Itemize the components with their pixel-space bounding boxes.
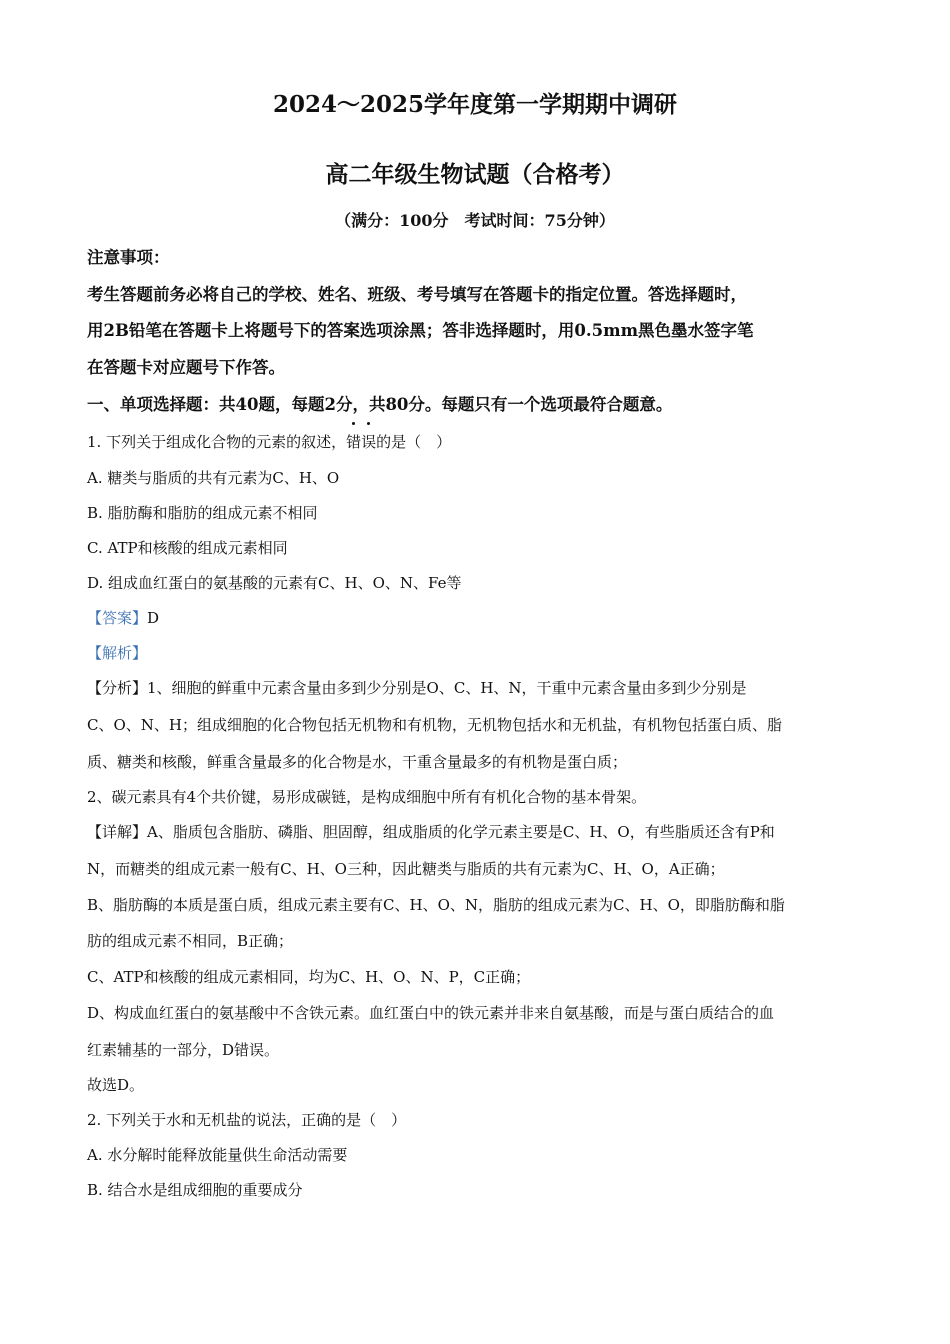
- question-1-stem-before: 1. 下列关于组成化合物的元素的叙述，: [87, 433, 347, 451]
- question-1-stem-after: 的是（ ）: [376, 433, 452, 451]
- explanation-line-11: 红素辅基的一部分，D错误。: [87, 1041, 280, 1059]
- explanation-line-10: D、构成血红蛋白的氨基酸中不含铁元素。血红蛋白中的铁元素并非来自氨基酸，而是与蛋白质结合的血: [87, 1004, 775, 1022]
- explanation-line-6: N，而糖类的组成元素一般有C、H、O三种，因此糖类与脂质的共有元素为C、H、O，A正确；: [87, 860, 725, 878]
- question-1-stem-emphasis: [346, 431, 376, 453]
- exam-subtitle: （满分：100分 考试时间：75分钟）: [335, 211, 615, 230]
- question-2-stem: 2. 下列关于水和无机盐的说法，正确的是（ ）: [87, 1111, 407, 1129]
- section-heading: 一、单项选择题：共40题，每题2分，共80分。每题只有一个选项最符合题意。: [87, 395, 673, 414]
- explanation-line-9: C、ATP和核酸的组成元素相同，均为C、H、O、N、P，C正确；: [87, 968, 531, 986]
- explanation-line-4: 2、碳元素具有4个共价键，易形成碳链，是构成细胞中所有有机化合物的基本骨架。: [87, 788, 647, 806]
- question-1-option-b: B. 脂肪酶和脂肪的组成元素不相同: [87, 504, 318, 522]
- notice-line-1: 考生答题前务必将自己的学校、姓名、班级、考号填写在答题卡的指定位置。答选择题时，: [87, 285, 747, 304]
- question-2-option-b: B. 结合水是组成细胞的重要成分: [87, 1181, 303, 1199]
- question-2-option-a: A. 水分解时能释放能量供生命活动需要: [87, 1146, 348, 1164]
- explanation-line-7: B、脂肪酶的本质是蛋白质，组成元素主要有C、H、O、N，脂肪的组成元素为C、H、O，即脂肪酶和脂: [87, 896, 785, 914]
- exam-title-line2: 高二年级生物试题（合格考）: [325, 161, 625, 188]
- question-1-stem: [87, 431, 867, 453]
- question-1-emphasis-text: 错误: [346, 433, 377, 451]
- notice-line-3: 在答题卡对应题号下作答。: [87, 358, 285, 377]
- explanation-line-3: 质、糖类和核酸，鲜重含量最多的化合物是水，干重含量最多的有机物是蛋白质；: [87, 753, 628, 771]
- emphasis-dot-left: [352, 422, 355, 425]
- notice-line-2: 用2B铅笔在答题卡上将题号下的答案选项涂黑；答非选择题时，用0.5mm黑色墨水签字笔: [87, 321, 754, 340]
- answer-label: 【答案】: [87, 609, 148, 627]
- answer-value: D: [147, 609, 160, 627]
- notice-heading: 注意事项：: [87, 248, 170, 267]
- exam-title-line1: 2024～2025学年度第一学期期中调研: [272, 91, 678, 118]
- analysis-label: 【解析】: [87, 644, 148, 662]
- emphasis-dot-right: [367, 422, 370, 425]
- explanation-line-5: 【详解】A、脂质包含脂肪、磷脂、胆固醇，组成脂质的化学元素主要是C、H、O，有些脂质还含有P和: [87, 823, 775, 841]
- explanation-line-2: C、O、N、H；组成细胞的化合物包括无机物和有机物，无机物包括水和无机盐，有机物包括蛋白质、脂: [87, 716, 782, 734]
- explanation-line-12: 故选D。: [87, 1076, 145, 1094]
- question-1-option-c: C. ATP和核酸的组成元素相同: [87, 539, 288, 557]
- question-1-option-a: A. 糖类与脂质的共有元素为C、H、O: [87, 469, 340, 487]
- question-1-option-d: D. 组成血红蛋白的氨基酸的元素有C、H、O、N、Fe等: [87, 574, 462, 592]
- explanation-line-1: 【分析】1、细胞的鲜重中元素含量由多到少分别是O、C、H、N，干重中元素含量由多到少分别是: [87, 679, 747, 697]
- explanation-line-8: 肪的组成元素不相同，B正确；: [87, 932, 294, 950]
- question-1-answer: [87, 607, 867, 629]
